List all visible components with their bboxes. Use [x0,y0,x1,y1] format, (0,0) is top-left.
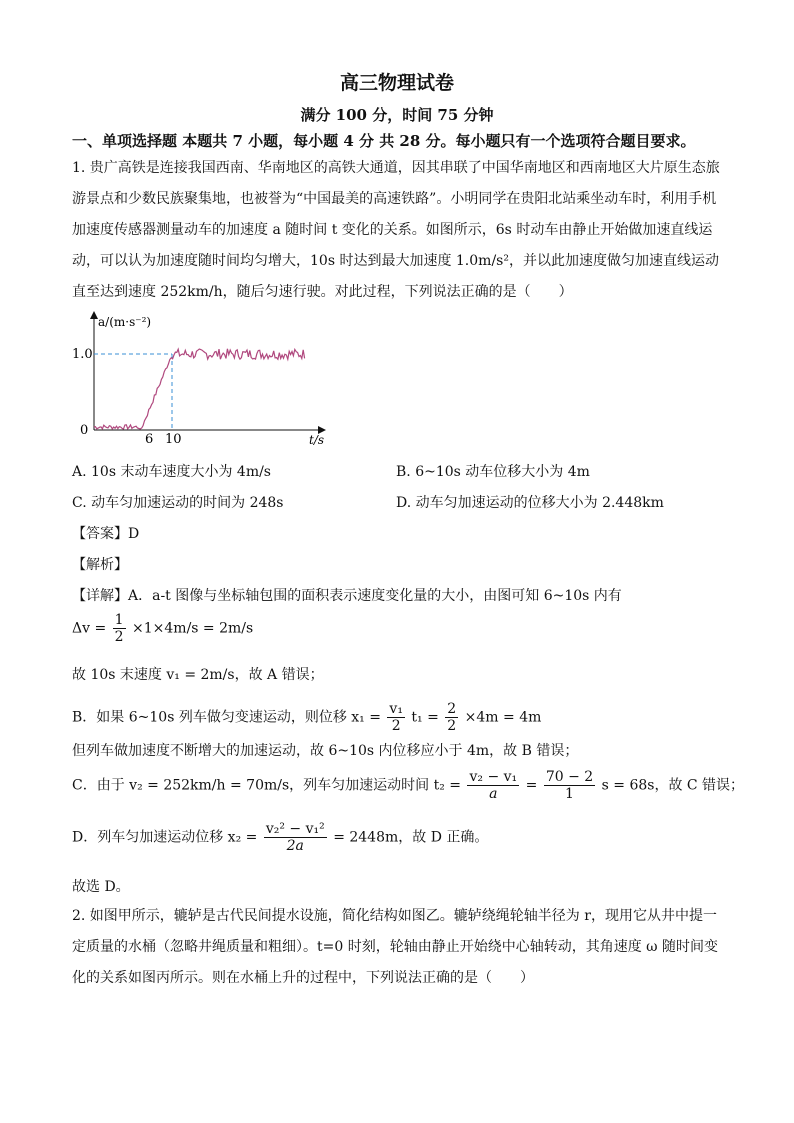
question-1-stem: 1. 贵广高铁是连接我国西南、华南地区的高铁大通道，因其串联了中国华南地区和西南地区大片原生态旅游景点和少数民族聚集地，也被誉为“中国最美的高速铁路”。小明同学在贵阳北站乘坐动车时，利用手机加速度传感器测量动车的加速度 a 随时间 t 变化的关系。如图所示，6s 时动车由静止开始做加速直线运动，可以认为加速度随时间均匀增大，10s 时达到最大加速度 1.0m/s²，并以此加速度做匀加速直线运动直至达到速度 252km/h，随后匀速行驶。对此过程，下列说法正确的是（ ） [72,160,720,300]
question-2-stem: 2. 如图甲所示，辘轳是古代民间提水设施，简化结构如图乙。辘轳绕绳轮轴半径为 r，现用它从井中提一定质量的水桶（忽略井绳质量和粗细）。t=0 时刻，轮轴由静止开始绕中心轴转动，其角速度 ω 随时间变化的关系如图丙所示。则在水桶上升的过程中，下列说法正确的是（ ） [72,908,719,986]
y-tick-label: 1.0 [72,347,93,362]
eq-a-fraction [113,612,126,645]
eq-a-num: 1 [114,612,124,628]
eq-a-rhs: ×1×4m/s = 2m/s [132,620,254,637]
eq-b-frac2-den: 2 [447,718,457,734]
eq-b-mid: t₁ = [411,709,439,726]
y-axis-label: a/(m·s⁻²) [98,315,152,329]
eq-d-frac [264,821,327,854]
x-tick-6: 6 [145,432,154,447]
eq-c-mid: = [525,777,538,794]
x-tick-10: 10 [165,432,182,447]
eq-c-prefix: C．由于 v₂ = 252km/h = 70m/s，列车匀加速运动时间 t₂ = [72,777,462,794]
eq-c-frac2 [544,769,595,802]
option-c[interactable]: C. 动车匀加速运动的时间为 248s [72,495,284,511]
acceleration-curve [94,349,305,429]
final-choice: 故选 D。 [72,879,130,895]
detail-c-equation [72,769,744,802]
eq-d-frac-num: v₂² − v₁² [265,821,325,837]
detail-d-equation [72,821,488,854]
eq-b-frac1-den: 2 [391,718,401,734]
option-a[interactable]: A. 10s 末动车速度大小为 4m/s [72,464,271,480]
eq-c-frac1-den: a [489,786,498,802]
eq-c-frac1 [467,769,519,802]
eq-c-frac2-num: 70 − 2 [545,769,594,785]
eq-b-frac1 [387,701,405,734]
eq-c-frac1-num: v₂ − v₁ [469,769,518,785]
eq-c-frac2-den: 1 [565,786,574,802]
detail-b-conclusion: 但列车做加速度不断增大的加速运动，故 6~10s 内位移应小于 4m，故 B 错误； [72,743,579,759]
acceleration-time-graph [72,310,332,450]
answer-label: 【答案】D [72,526,140,542]
detail-a-text: 【详解】A．a-t 图像与坐标轴包围的面积表示速度变化量的大小，由图可知 6~10s 内有 [72,588,622,604]
origin-label: 0 [80,423,89,438]
x-axis-label: t/s [309,433,325,447]
eq-a-den: 2 [114,629,124,645]
page-subtitle: 满分 100 分，时间 75 分钟 [300,106,494,124]
eq-a-lhs: Δv = [72,620,107,637]
detail-a-equation [72,612,253,645]
detail-a-conclusion: 故 10s 末速度 v₁ = 2m/s，故 A 错误； [72,667,324,683]
eq-d-suffix: = 2448m，故 D 正确。 [333,829,489,846]
option-d[interactable]: D. 动车匀加速运动的位移大小为 2.448km [396,495,664,511]
eq-b-frac1-num: v₁ [389,701,403,717]
detail-b-equation [72,701,541,734]
analysis-label: 【解析】 [72,557,128,573]
page-title: 高三物理试卷 [339,72,454,94]
eq-d-prefix: D．列车匀加速运动位移 x₂ = [72,829,258,846]
eq-b-frac2-num: 2 [447,701,457,717]
eq-c-suffix: s = 68s，故 C 错误； [601,777,745,794]
eq-b-frac2 [445,701,458,734]
section-heading: 一、单项选择题 本题共 7 小题，每小题 4 分 共 28 分。每小题只有一个选项符合题目要求。 [72,132,696,150]
eq-b-suffix: ×4m = 4m [464,709,542,726]
eq-b-prefix: B．如果 6~10s 列车做匀变速运动，则位移 x₁ = [72,709,381,726]
eq-d-frac-den: 2a [286,838,304,854]
option-b[interactable]: B. 6~10s 动车位移大小为 4m [396,464,590,480]
